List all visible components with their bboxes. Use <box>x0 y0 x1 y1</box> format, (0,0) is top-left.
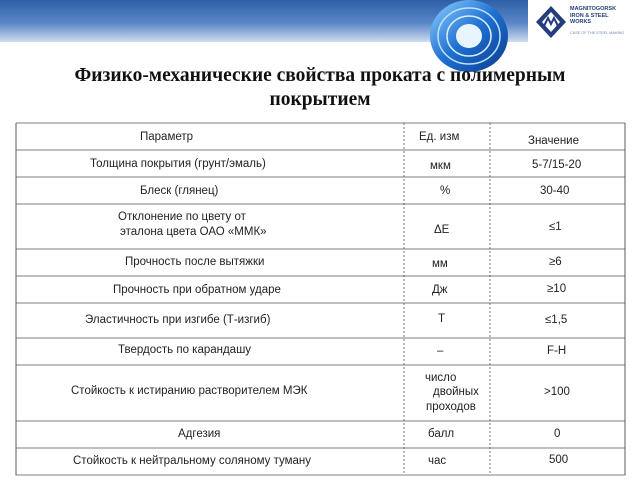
row-value: ≥6 <box>549 256 562 268</box>
logo-text: MAGNITOGORSK IRON & STEEL WORKS <box>570 6 617 25</box>
row-unit: балл <box>428 428 455 440</box>
row-unit-line-1: число <box>425 372 457 384</box>
row-unit: Дж <box>432 284 448 296</box>
row-unit-line-3: проходов <box>426 401 476 413</box>
row-value: ≤1,5 <box>545 314 568 326</box>
row-param: Эластичность при изгибе (Т-изгиб) <box>85 314 271 326</box>
row-param: Твердость по карандашу <box>118 344 252 356</box>
row-unit: мм <box>432 258 448 270</box>
row-param: Толщина покрытия (грунт/эмаль) <box>90 158 266 170</box>
row-unit: ΔE <box>434 224 450 236</box>
row-param-line-2: эталона цвета ОАО «ММК» <box>120 226 267 238</box>
row-value: F-H <box>547 345 567 357</box>
row-param: Стойкость к истиранию растворителем МЭК <box>71 385 308 397</box>
row-param: Прочность после вытяжки <box>125 256 265 268</box>
row-unit: % <box>440 185 451 197</box>
row-value: 500 <box>549 454 569 466</box>
row-param-line-1: Отклонение по цвету от <box>118 211 246 223</box>
row-value: ≤1 <box>549 221 562 233</box>
row-param: Адгезия <box>178 428 221 440</box>
row-param: Блеск (глянец) <box>140 185 219 197</box>
row-param: Прочность при обратном ударе <box>113 284 281 296</box>
row-unit: мкм <box>430 160 451 172</box>
row-value: 0 <box>554 428 561 440</box>
row-unit: час <box>428 455 447 467</box>
header-param: Параметр <box>140 131 194 143</box>
row-value: >100 <box>544 386 570 398</box>
header-value: Значение <box>528 135 579 147</box>
row-unit-line-2: двойных <box>433 386 479 398</box>
row-unit: – <box>437 345 444 357</box>
row-value: ≥10 <box>547 283 567 295</box>
row-unit: Т <box>438 313 446 325</box>
header-unit: Ед. изм <box>419 131 460 143</box>
row-param: Стойкость к нейтральному соляному туману <box>73 455 312 467</box>
logo-tagline: CASE OF THE STEEL MAKING <box>570 31 625 35</box>
row-value: 30-40 <box>540 185 570 197</box>
page-title: Физико-механические свойства проката с полимерным покрытием <box>74 65 566 110</box>
row-value: 5-7/15-20 <box>532 159 582 171</box>
